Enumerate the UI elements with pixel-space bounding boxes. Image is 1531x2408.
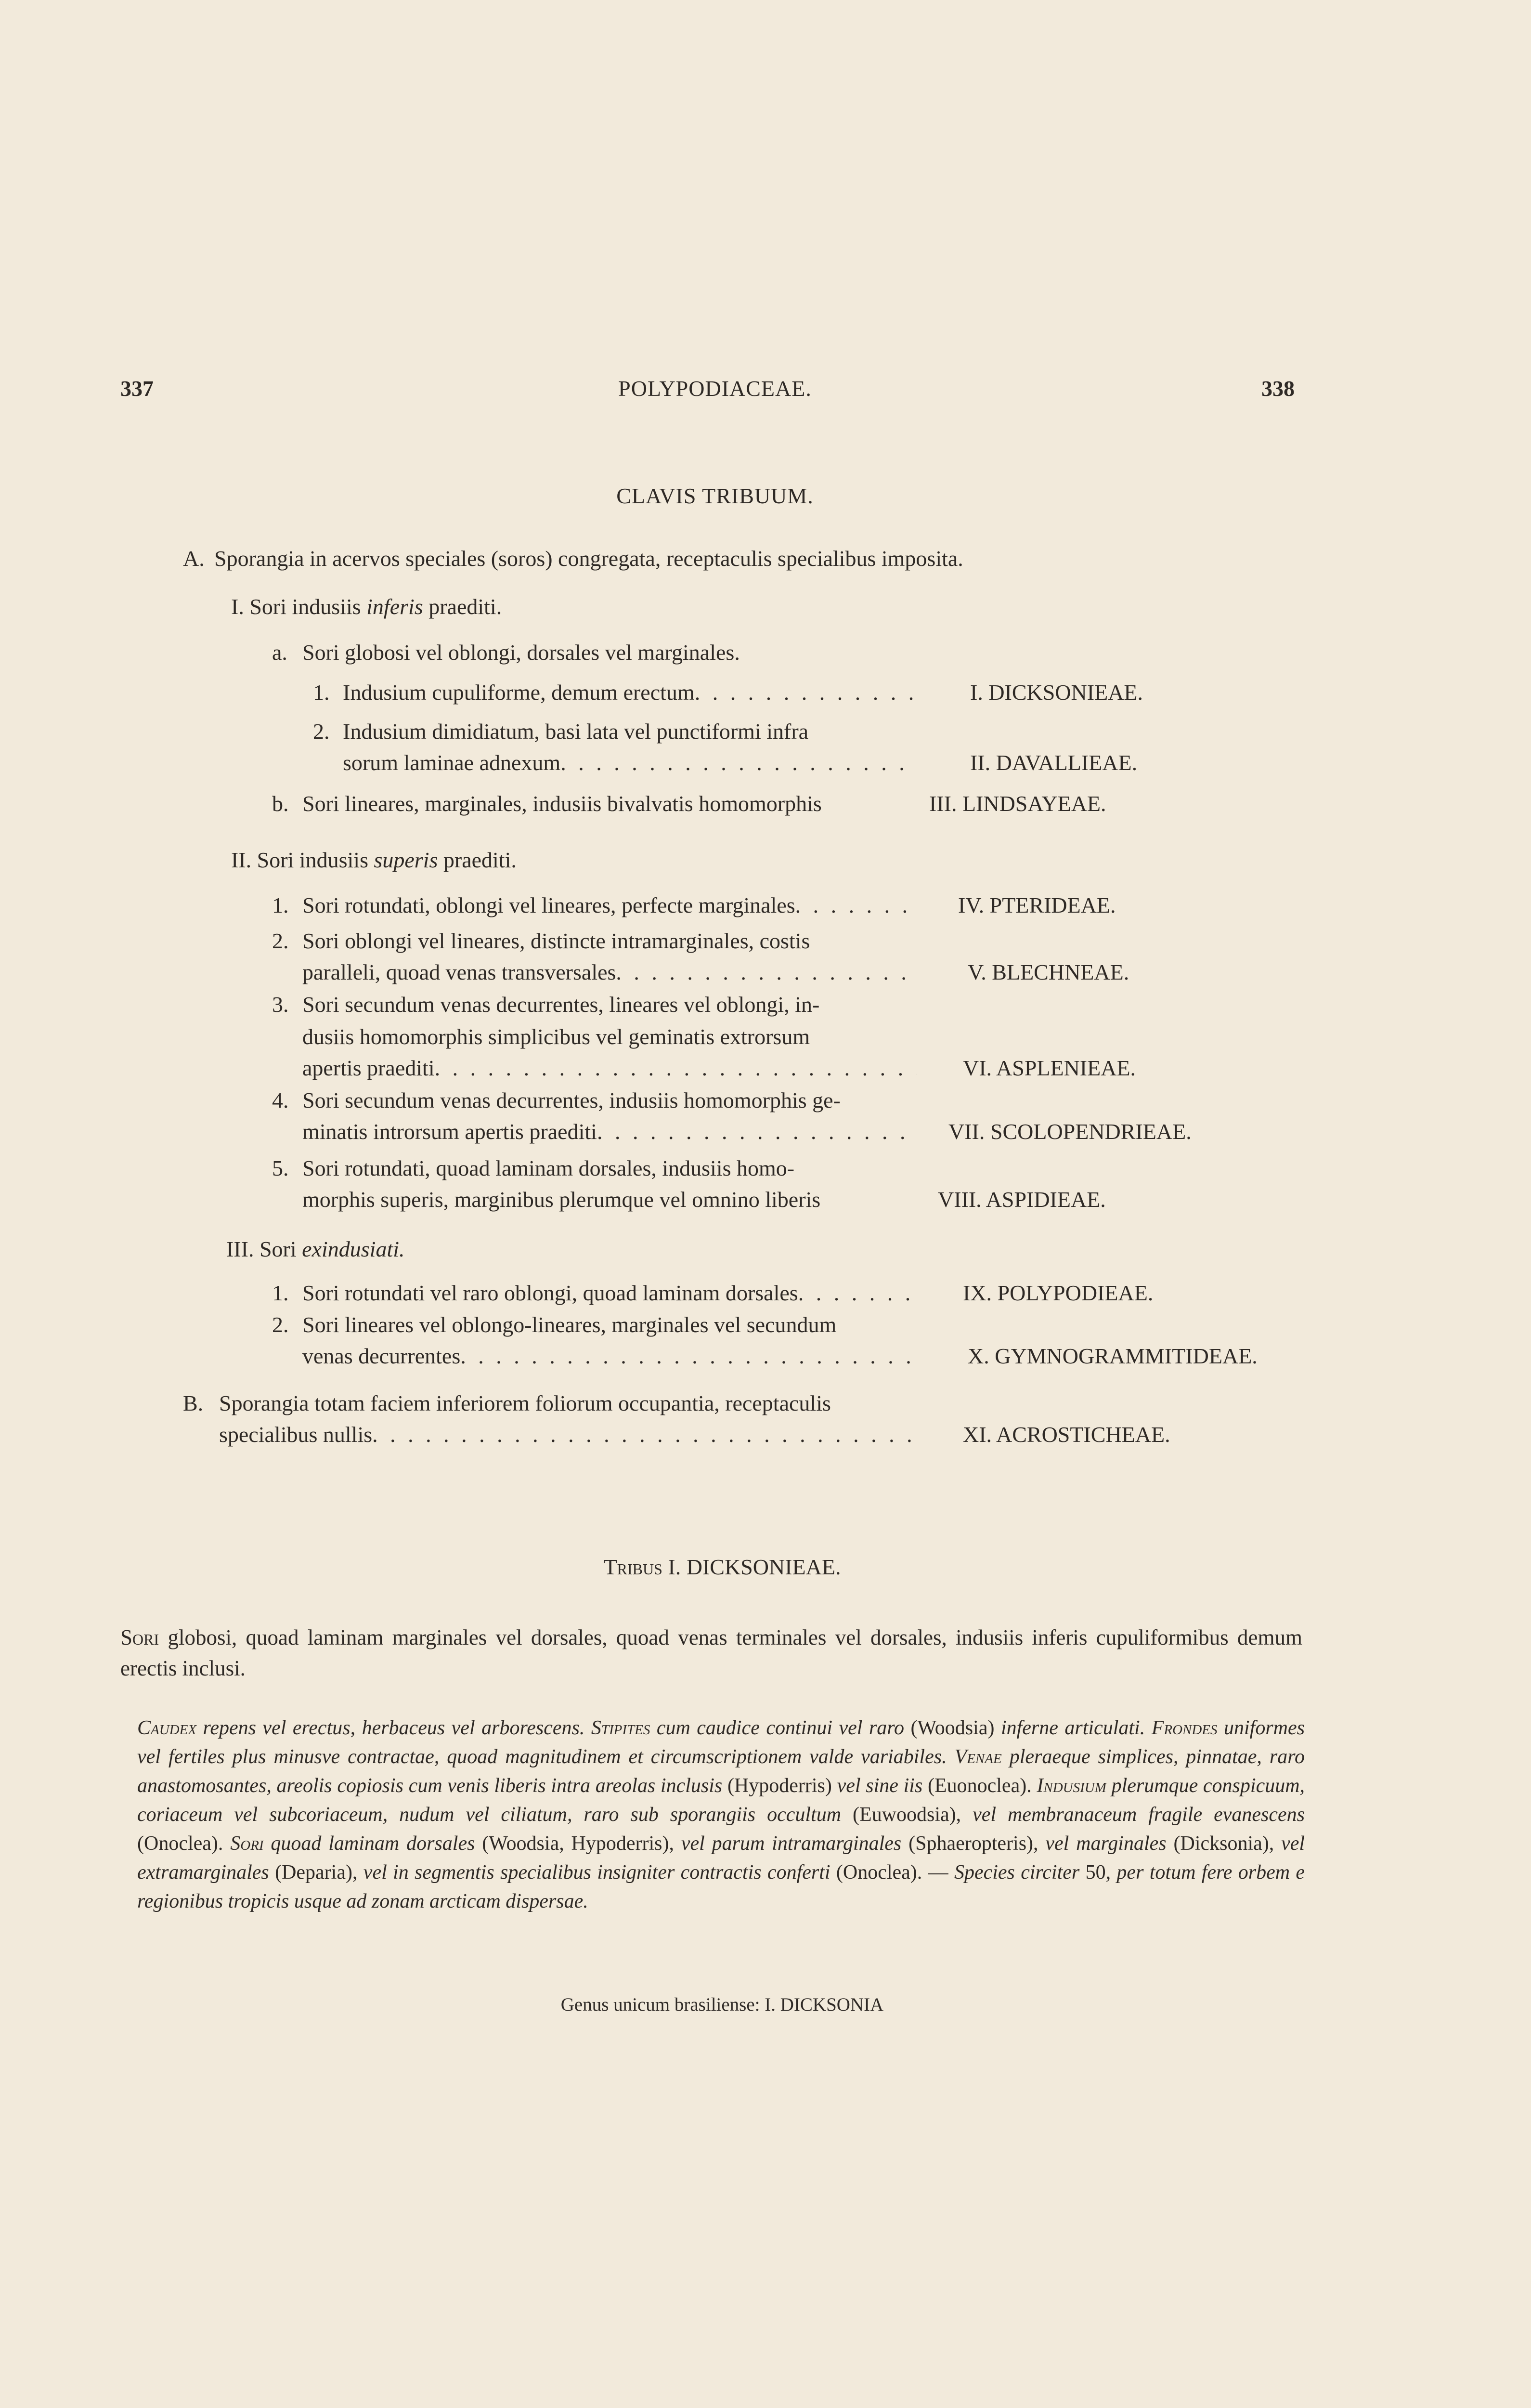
entry-text: venas decurrentes <box>302 1344 461 1368</box>
right-page-number: 338 <box>1261 376 1295 401</box>
genus-line: Genus unicum brasiliense: I. DICKSONIA <box>560 1994 884 2015</box>
entry-text: Sori rotundati, quoad laminam dorsales, indusiis homo- <box>302 1156 795 1180</box>
entry-polypodieae <box>302 1278 917 1309</box>
entry-text: Sori oblongi vel lineares, distincte intramarginales, costis <box>302 929 810 953</box>
entry-text: Sori lineares, marginales, indusiis bivalvatis homomorphis <box>302 791 822 816</box>
group-ii-text-end: praediti. <box>443 848 517 872</box>
text: cum caudice continui vel raro <box>656 1717 905 1739</box>
text: inferne articulati. <box>1000 1717 1145 1739</box>
group-ii-emphasis: superis <box>374 848 438 872</box>
entry-text: Sori rotundati vel raro oblongi, quoad laminam dorsales <box>302 1281 798 1305</box>
leader-dots <box>435 1053 917 1084</box>
leader-dots <box>372 1419 917 1450</box>
genus-ref: (Woodsia, Hypoderris), <box>482 1832 674 1855</box>
leader-dots <box>597 1116 917 1147</box>
leader-dots <box>560 747 917 778</box>
entry-text: Indusium cupuliforme, demum erectum <box>343 680 695 705</box>
sub-a-label: a. <box>272 640 287 665</box>
term: Stipites <box>591 1717 650 1739</box>
genus-ref: (Woodsia) <box>910 1717 995 1739</box>
section-b-label: B. <box>183 1391 204 1415</box>
entry-text: sorum laminae adnexum <box>343 750 561 775</box>
tribe-name: II. DAVALLIEAE. <box>970 750 1138 775</box>
text: per totum fere orbem e regionibus tropicis usque ad zonam arcticam dispersae. <box>137 1861 1305 1912</box>
entry-num: 1. <box>313 680 330 705</box>
group-iii-text: Sori <box>259 1237 297 1261</box>
leader-dots <box>616 957 917 988</box>
text: vel in segmentis specialibus insigniter contractis conferti <box>363 1861 830 1884</box>
entry-num: 1. <box>272 1281 289 1305</box>
entry-text: Sori secundum venas decurrentes, indusiis homomorphis ge- <box>302 1088 841 1112</box>
tribe-name: VI. ASPLENIEAE. <box>963 1056 1136 1080</box>
sub-b-label: b. <box>272 791 289 816</box>
genus-ref: (Sphaeropteris), <box>908 1832 1038 1855</box>
genus-ref: (Onoclea). — <box>836 1861 948 1884</box>
tribe-name: V. BLECHNEAE. <box>968 960 1129 984</box>
term: Sori <box>230 1832 264 1855</box>
entry-acrosticheae <box>219 1419 917 1450</box>
text: pleraeque simplices, pinnatae, raro anastomosantes, areolis copiosis cum venis liberis intra areolas inclusis <box>137 1746 1305 1797</box>
entry-num: 4. <box>272 1088 289 1112</box>
entry-davallieae <box>343 747 917 778</box>
morphology-paragraph <box>137 1714 1305 1916</box>
text: repens vel erectus, herbaceus vel arborescens. <box>203 1717 585 1739</box>
entry-text: specialibus nullis <box>219 1422 373 1447</box>
group-ii-text: Sori indusiis <box>257 848 368 872</box>
entry-num: 1. <box>272 893 289 917</box>
text: vel sine iis <box>837 1775 923 1797</box>
genus-ref: (Deparia), <box>275 1861 358 1884</box>
text: vel parum intramarginales <box>681 1832 902 1855</box>
tribe-name: III. LINDSAYEAE. <box>929 791 1106 816</box>
group-i-label: I. <box>231 594 244 619</box>
entry-num: 2. <box>272 929 289 953</box>
section-a-label: A. <box>183 546 205 571</box>
tribe-name: VIII. ASPIDIEAE. <box>938 1187 1106 1212</box>
entry-text: Indusium dimidiatum, basi lata vel punctiformi infra <box>343 719 809 744</box>
entry-text: Sori lineares vel oblongo-lineares, marginales vel secundum <box>302 1312 837 1337</box>
tribe-name: IV. PTERIDEAE. <box>958 893 1116 917</box>
entry-gymnogrammitideae <box>302 1341 917 1372</box>
tribe-description <box>120 1622 1302 1684</box>
entry-pterideae <box>302 890 917 921</box>
group-iii-heading <box>226 1234 405 1265</box>
group-iii-label: III. <box>226 1237 254 1261</box>
tribe-name: XI. ACROSTICHEAE. <box>963 1422 1170 1447</box>
genus-ref: (Euwoodsia), <box>853 1804 961 1826</box>
description-text: globosi, quoad laminam marginales vel dorsales, quoad venas terminales vel dorsales, indusiis inferis cupuliformibus demum erectis inclusi. <box>120 1625 1302 1680</box>
genus-ref: (Dicksonia), <box>1173 1832 1274 1855</box>
entry-text: dusiis homomorphis simplicibus vel geminatis extrorsum <box>302 1024 810 1049</box>
genus-ref: (Onoclea). <box>137 1832 223 1855</box>
group-iii-emphasis: exindusiati. <box>302 1237 405 1261</box>
entry-asplenieae <box>302 1053 917 1084</box>
leader-dots <box>695 677 917 708</box>
entry-text: minatis introrsum apertis praediti <box>302 1119 597 1144</box>
sub-a-text: Sori globosi vel oblongi, dorsales vel marginales. <box>302 640 740 665</box>
entry-dicksonieae <box>343 677 917 708</box>
leader-dots <box>795 890 917 921</box>
entry-text: Sori rotundati, oblongi vel lineares, perfecte marginales <box>302 893 795 917</box>
genus-ref: (Hypoderris) <box>727 1775 832 1797</box>
entry-num: 5. <box>272 1156 289 1180</box>
group-i-heading <box>231 591 502 622</box>
tribe-name: I. DICKSONIEAE. <box>970 680 1143 705</box>
text: vel extramarginales <box>137 1832 1305 1884</box>
entry-blechneae <box>302 957 917 988</box>
text: uniformes vel fertiles plus minusve contractae, quoad magnitudinem et circumscriptionem valde variabiles. <box>137 1717 1305 1768</box>
entry-num: 2. <box>313 719 330 744</box>
leader-dots <box>460 1341 917 1372</box>
entry-text: Sori secundum venas decurrentes, lineares vel oblongi, in- <box>302 992 820 1017</box>
text: plerumque conspicuum, coriaceum vel subcoriaceum, nudum vel ciliatum, raro sub sporangiis occultum <box>137 1775 1305 1826</box>
entry-num: 3. <box>272 992 289 1017</box>
text: Species circiter <box>954 1861 1080 1884</box>
clavis-title: CLAVIS TRIBUUM. <box>616 484 814 508</box>
tribus-name: I. DICKSONIEAE. <box>668 1555 841 1579</box>
text: vel marginales <box>1045 1832 1167 1855</box>
tribe-name: X. GYMNOGRAMMITIDEAE. <box>968 1344 1258 1368</box>
term: Frondes <box>1151 1717 1218 1739</box>
entry-text: paralleli, quoad venas transversales <box>302 960 616 984</box>
term: Indusium <box>1037 1775 1106 1797</box>
term: Caudex <box>137 1717 197 1739</box>
entry-text: apertis praediti <box>302 1056 435 1080</box>
term: Venae <box>954 1746 1002 1768</box>
group-ii-heading <box>231 845 517 876</box>
tribe-name: IX. POLYPODIEAE. <box>963 1281 1154 1305</box>
running-title: POLYPODIACEAE. <box>618 376 812 401</box>
text: quoad laminam dorsales <box>271 1832 475 1855</box>
entry-num: 2. <box>272 1312 289 1337</box>
leader-dots <box>798 1278 917 1309</box>
text: vel membranaceum fragile evanescens <box>973 1804 1305 1826</box>
tribe-name: VII. SCOLOPENDRIEAE. <box>948 1119 1192 1144</box>
group-i-emphasis: inferis <box>366 594 423 619</box>
group-ii-label: II. <box>231 848 252 872</box>
entry-text: morphis superis, marginibus plerumque vel omnino liberis <box>302 1187 821 1212</box>
group-i-text-end: praediti. <box>428 594 502 619</box>
tribus-word: Tribus <box>603 1555 662 1579</box>
entry-scolopendrieae <box>302 1116 917 1147</box>
genus-ref: (Euonoclea). <box>927 1775 1032 1797</box>
left-page-number: 337 <box>120 376 154 401</box>
section-b-text: Sporangia totam faciem inferiorem foliorum occupantia, receptaculis <box>219 1391 831 1415</box>
tribus-heading <box>0 1554 1444 1580</box>
section-a-text: Sporangia in acervos speciales (soros) congregata, receptaculis specialibus imposita. <box>214 546 963 571</box>
description-lead: Sori <box>120 1625 159 1649</box>
species-count: 50, <box>1085 1861 1111 1884</box>
group-i-text: Sori indusiis <box>249 594 361 619</box>
